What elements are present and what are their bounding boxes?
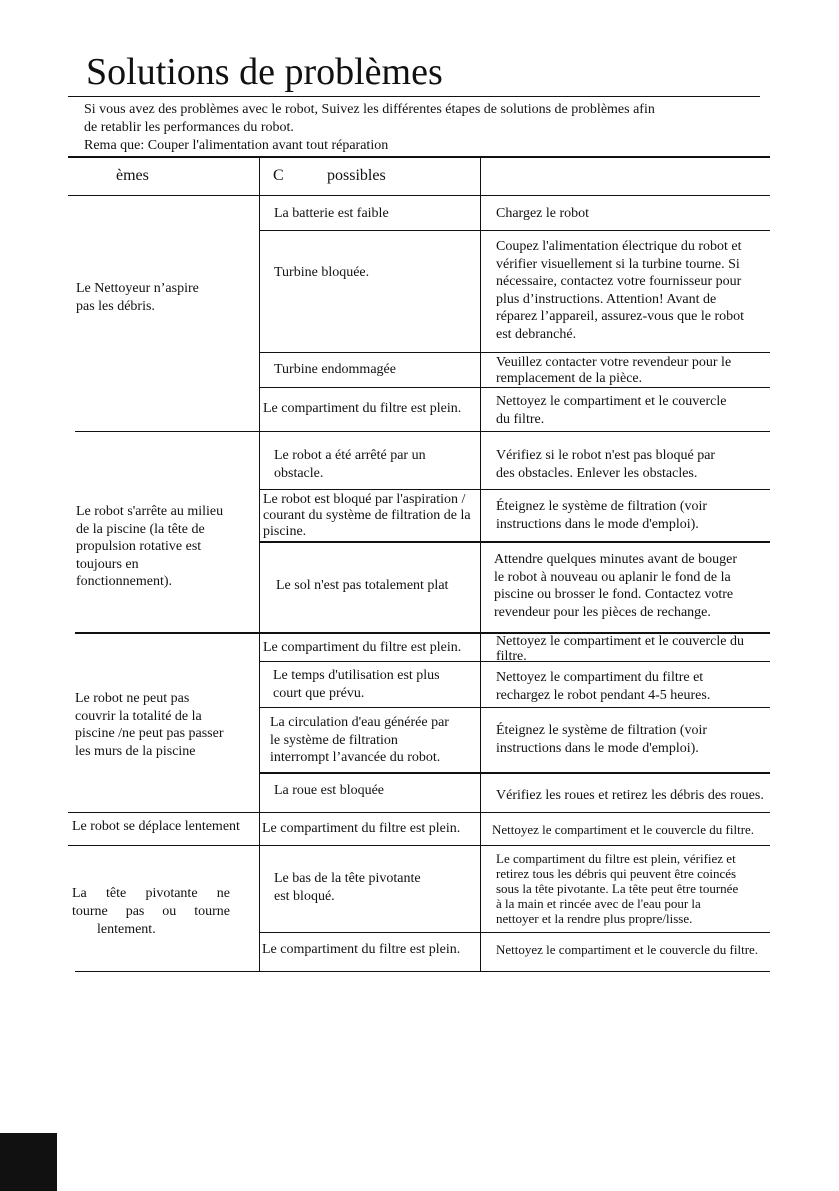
table-top-rule	[68, 156, 770, 158]
cause-cell: Le compartiment du filtre est plein.	[263, 401, 462, 416]
cause-cell: Le robot est bloqué par l'aspiration / courant du système de filtration de la piscine.	[263, 492, 471, 539]
solution-cell: Éteignez le système de filtration (voir instructions dans le mode d'emploi).	[496, 723, 708, 756]
cause-cell: Le compartiment du filtre est plein.	[262, 942, 461, 957]
solution-cell: Attendre quelques minutes avant de bouger le robot à nouveau ou aplanir le fond de la piscine ou brosser le fond. Contactez votre revendeur pour les pièces de rechange.	[494, 552, 737, 620]
group-divider	[68, 845, 770, 846]
row-divider	[259, 489, 770, 490]
row-divider	[259, 387, 770, 388]
row-divider	[259, 541, 770, 543]
row-divider	[259, 707, 770, 708]
problem-cell: Le robot s'arrête au milieu de la piscine (la tête de propulsion rotative est toujours en fonctionnement).	[76, 504, 224, 589]
row-divider	[259, 352, 770, 353]
cause-cell: La roue est bloquée	[274, 783, 385, 798]
cause-cell: Le sol n'est pas totalement plat	[276, 578, 449, 593]
cause-cell: Le robot a été arrêté par un obstacle.	[274, 448, 426, 481]
solution-cell: Le compartiment du filtre est plein, vérifiez et retirez tous les débris qui peuvent être coincés sous la tête pivotante. La tête peut être tournée à la main et rincée avec de l'eau pour la nettoyer et la rendre plus propre/lisse.	[496, 851, 739, 926]
table-bottom-rule	[75, 971, 770, 972]
problem-cell: Le Nettoyeur n’aspire pas les débris.	[76, 281, 199, 314]
solution-cell: Veuillez contacter votre revendeur pour le remplacement de la pièce.	[496, 355, 732, 386]
header-causes-initial: C	[273, 167, 284, 184]
intro-line-3: Rema que: Couper l'alimentation avant tout réparation	[84, 138, 389, 153]
cause-cell: La circulation d'eau générée par le système de filtration interrompt l’avancée du robot.	[270, 715, 449, 765]
cause-cell: Le bas de la tête pivotante est bloqué.	[274, 871, 421, 904]
page-title: Solutions de problèmes	[86, 51, 443, 93]
header-causes: possibles	[327, 167, 386, 184]
problem-cell-line: tourne pas ou tourne	[72, 904, 230, 919]
row-divider	[259, 230, 770, 231]
solution-cell: Chargez le robot	[496, 206, 590, 221]
cause-cell: La batterie est faible	[274, 206, 389, 221]
header-problems: èmes	[116, 167, 149, 184]
solution-cell: Coupez l'alimentation électrique du robot et vérifier visuellement si la turbine tourne. Si nécessaire, contactez votre fournisseur pour plus d’instructions. Attention! Avant de réparez l’appareil, assurez-vous que le robot est debranché.	[496, 239, 744, 342]
column-divider	[259, 157, 260, 972]
group-divider	[75, 431, 770, 432]
problem-cell: Le robot se déplace lentement	[72, 819, 240, 834]
row-divider	[259, 772, 770, 774]
group-divider	[68, 812, 770, 813]
problem-cell: Le robot ne peut pas couvrir la totalité de la piscine /ne peut pas passer les murs de la piscine	[75, 691, 224, 759]
solution-cell: Vérifiez si le robot n'est pas bloqué par des obstacles. Enlever les obstacles.	[496, 448, 716, 481]
solution-cell: Nettoyez le compartiment et le couvercle du filtre.	[496, 942, 759, 957]
title-underline	[68, 96, 760, 97]
row-divider	[259, 932, 770, 933]
column-divider	[480, 157, 481, 972]
table-header-rule	[68, 195, 770, 196]
page-edge-tab	[0, 1133, 57, 1191]
solution-cell: Nettoyez le compartiment et le couvercle du filtre.	[496, 394, 727, 427]
solution-cell: Vérifiez les roues et retirez les débris des roues.	[496, 788, 764, 803]
cause-cell: Le temps d'utilisation est plus court que prévu.	[273, 668, 440, 701]
problem-cell-line: La tête pivotante ne	[72, 886, 230, 901]
solution-cell: Éteignez le système de filtration (voir instructions dans le mode d'emploi).	[496, 499, 708, 532]
cause-cell: Le compartiment du filtre est plein.	[263, 640, 462, 655]
problem-cell-line: lentement.	[97, 922, 156, 937]
cause-cell: Turbine endommagée	[274, 362, 396, 377]
solution-cell: Nettoyez le compartiment et le couvercle du filtre.	[492, 822, 755, 837]
solution-cell: Nettoyez le compartiment du filtre et rechargez le robot pendant 4-5 heures.	[496, 670, 711, 703]
cause-cell: Le compartiment du filtre est plein.	[262, 821, 461, 836]
solution-cell: Nettoyez le compartiment et le couvercle du filtre.	[496, 634, 745, 664]
intro-line-2: de retablir les performances du robot.	[84, 120, 294, 135]
intro-line-1: Si vous avez des problèmes avec le robot, Suivez les différentes étapes de solutions de problèmes afin	[84, 102, 655, 117]
cause-cell: Turbine bloquée.	[274, 265, 370, 280]
